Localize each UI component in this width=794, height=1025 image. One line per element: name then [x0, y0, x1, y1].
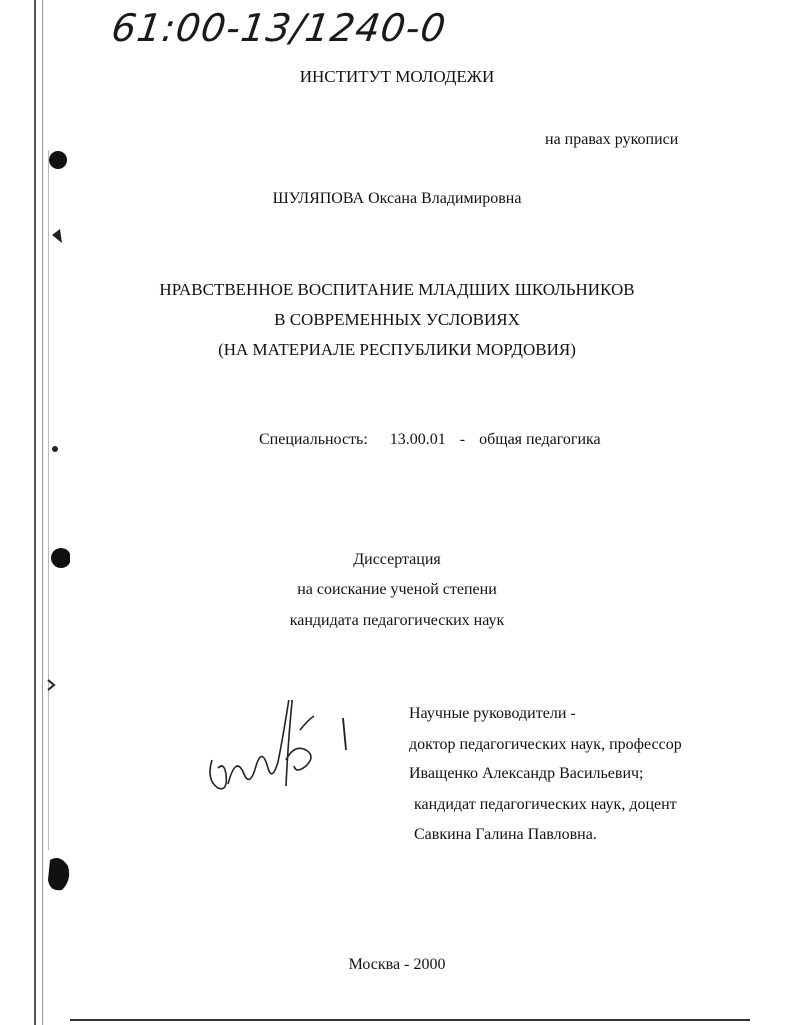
punch-hole-mark	[52, 229, 62, 243]
scan-binding-edge	[0, 0, 70, 1025]
title-line-1: НРАВСТВЕННОЕ ВОСПИТАНИЕ МЛАДШИХ ШКОЛЬНИКОВ	[159, 280, 635, 299]
handwritten-stamp-number: 61:00-13/1240-0	[108, 6, 450, 50]
specialty-code: 13.00.01	[389, 431, 446, 448]
handwritten-signature-icon	[200, 700, 360, 800]
specialty-dash: -	[459, 431, 466, 448]
city-year: Москва - 2000	[348, 956, 446, 973]
supervisor-2-name: Савкина Галина Павловна.	[414, 826, 597, 843]
author-name: ШУЛЯПОВА Оксана Владимировна	[272, 190, 522, 207]
supervisor-1-name: Иващенко Александр Васильевич;	[409, 765, 644, 782]
specialty-name: общая педагогика	[479, 431, 601, 448]
punch-hole-mark	[52, 446, 58, 452]
punch-hole-mark	[49, 151, 67, 169]
title-line-2: В СОВРЕМЕННЫХ УСЛОВИЯХ	[274, 310, 520, 329]
manuscript-rights: на правах рукописи	[545, 131, 679, 148]
title-line-3: (НА МАТЕРИАЛЕ РЕСПУБЛИКИ МОРДОВИЯ)	[218, 340, 576, 359]
specialty-line	[259, 431, 601, 449]
dissertation-line-1: Диссертация	[353, 551, 441, 568]
specialty-label: Специальность:	[259, 431, 368, 448]
supervisors-heading: Научные руководители -	[409, 705, 576, 722]
supervisor-2-title: кандидат педагогических наук, доцент	[414, 796, 677, 813]
punch-hole-mark	[48, 858, 69, 890]
dissertation-line-2: на соискание ученой степени	[297, 581, 497, 598]
dissertation-line-3: кандидата педагогических наук	[289, 612, 505, 629]
supervisor-1-title: доктор педагогических наук, профессор	[409, 736, 682, 753]
institute-name: ИНСТИТУТ МОЛОДЕЖИ	[299, 67, 495, 86]
scan-bottom-edge	[70, 1019, 750, 1021]
